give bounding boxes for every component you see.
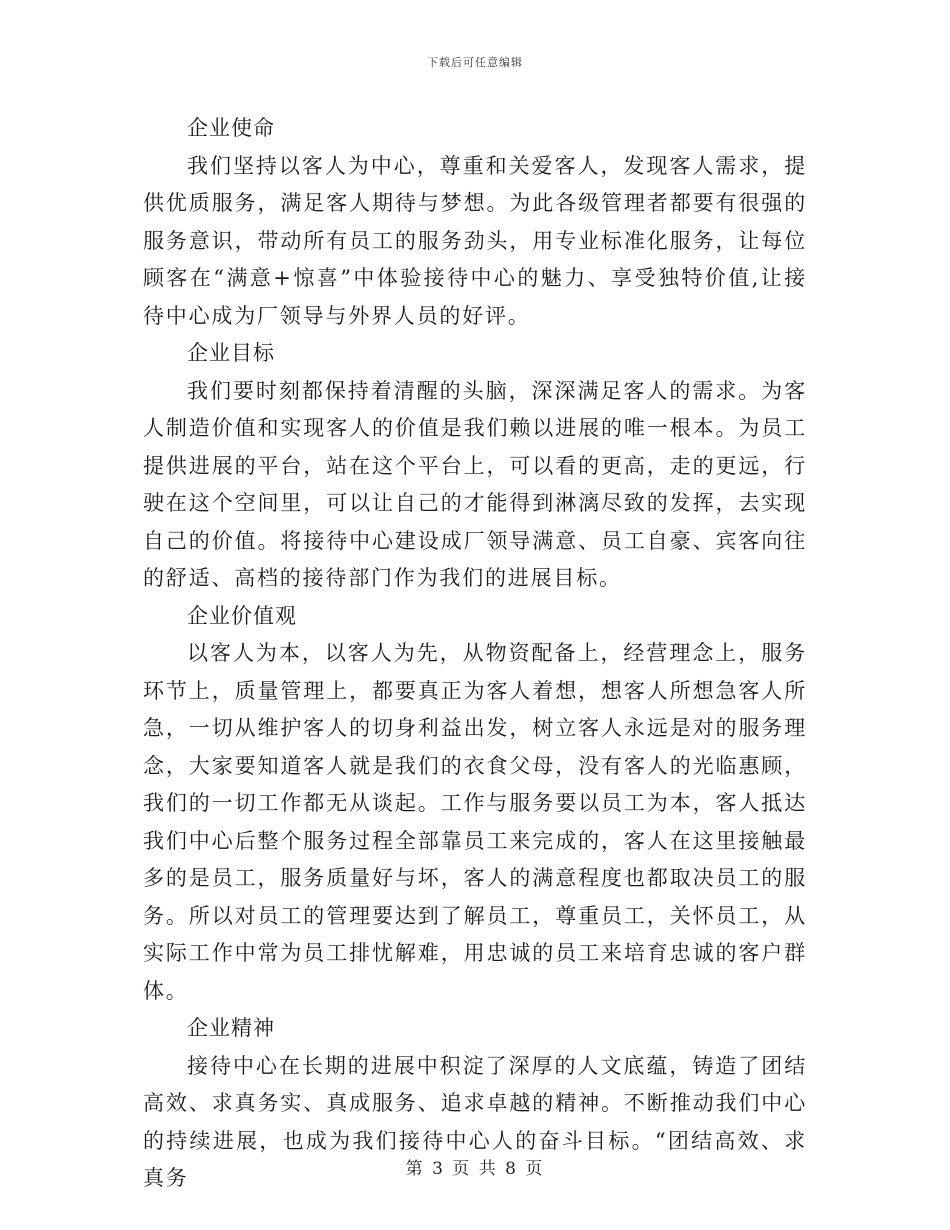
section-paragraph-mission: 我们坚持以客人为中心，尊重和关爱客人，发现客人需求，提供优质服务，满足客人期待与梦想。为此各级管理者都要有很强的服务意识，带动所有员工的服务劲头，用专业标准化服务，让每位顾客在“满意+惊喜”中体验接待中心的魅力、享受独特价值,让接待中心成为厂领导与外界人员的好评。 [143, 153, 807, 328]
section-heading-goal: 企业目标 [187, 341, 275, 365]
section-paragraph-spirit: 接待中心在长期的进展中积淀了深厚的人文底蕴，铸造了团结高效、求真务实、真成服务、追求卓越的精神。不断推动我们中心的持续进展，也成为我们接待中心人的奋斗目标。“团结高效、求真务 [143, 1053, 807, 1190]
header-note: 下载后可任意编辑 [427, 56, 523, 69]
section-heading-spirit: 企业精神 [187, 1016, 275, 1040]
section-heading-mission: 企业使命 [187, 116, 275, 140]
section-paragraph-goal: 我们要时刻都保持着清醒的头脑，深深满足客人的需求。为客人制造价值和实现客人的价值是我们赖以进展的唯一根本。为员工提供进展的平台，站在这个平台上，可以看的更高，走的更远，行驶在这个空间里，可以让自己的才能得到淋漓尽致的发挥，去实现自己的价值。将接待中心建设成厂领导满意、员工自豪、宾客向往的舒适、高档的接待部门作为我们的进展目标。 [143, 378, 807, 590]
page-number: 第 3 页 共 8 页 [405, 1159, 545, 1179]
section-paragraph-values: 以客人为本，以客人为先，从物资配备上，经营理念上，服务环节上，质量管理上，都要真正为客人着想，想客人所想急客人所急，一切从维护客人的切身利益出发，树立客人永远是对的服务理念，大家要知道客人就是我们的衣食父母，没有客人的光临惠顾，我们的一切工作都无从谈起。工作与服务要以员工为本，客人抵达我们中心后整个服务过程全部靠员工来完成的，客人在这里接触最多的是员工，服务质量好与坏，客人的满意程度也都取决员工的服务。所以对员工的管理要达到了解员工，尊重员工，关怀员工，从实际工作中常为员工排忧解难，用忠诚的员工来培育忠诚的客户群体。 [143, 641, 807, 1003]
section-heading-values: 企业价值观 [187, 603, 297, 628]
document-body [143, 110, 807, 1198]
